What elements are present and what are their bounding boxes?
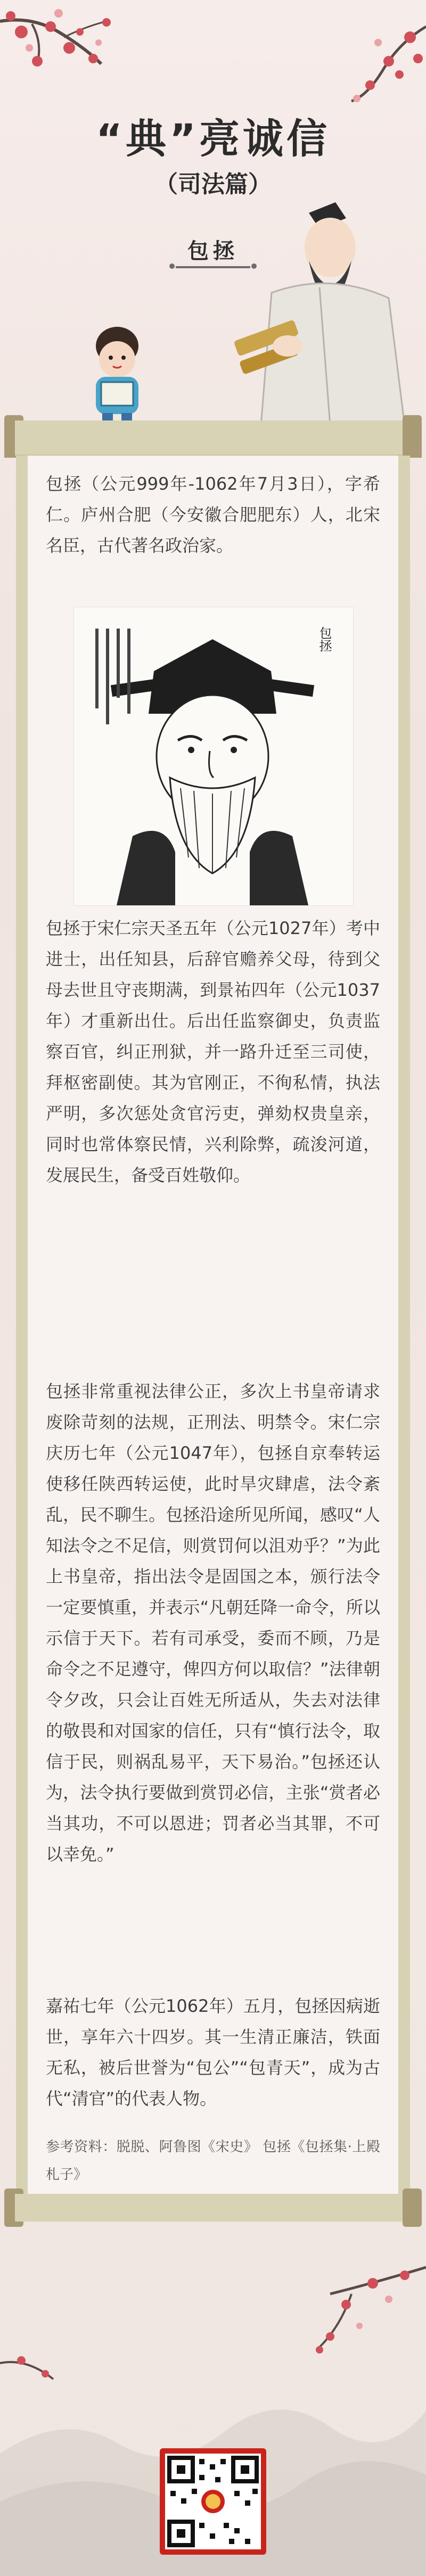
header	[0, 0, 426, 458]
underline-dot-left	[169, 263, 175, 269]
bao-zheng-portrait-icon	[74, 607, 353, 905]
scholar-illustration-icon	[229, 192, 410, 426]
scroll-bottom-bar	[15, 2194, 411, 2222]
portrait-caption: 包拯	[317, 626, 332, 652]
paragraph-law: 包拯非常重视法律公正，多次上书皇帝请求废除苛刻的法规，正刑法、明禁令。宋仁宗庆历七年（公元1047年），包拯自京奉转运使移任陕西转运使，此时旱灾肆虐，法令紊乱，民不聊生。包拯沿途所见所闻，感叹“人知法令之不足信，则赏罚何以沮劝乎？”为此上书皇帝，指出法令是固国之本，颁行法令一定要慎重，并表示“凡朝廷降一命令，所以示信于天下。若有司承受，委而不顾，乃是命令之不足遵守，俾四方何以取信？”法律朝令夕改，只会让百姓无所适从，失去对法律的敬畏和对国家的信任，只有“慎行法令，取信于民，则祸乱易平，天下易治。”包拯还认为，法令执行要做到赏罚必信，主张“赏者必当其功，不可以恩进；罚者必当其罪，不可以幸免。”	[46, 1381, 380, 1864]
page-title: “典”亮诚信	[96, 115, 330, 162]
panel-border-right	[398, 456, 410, 2196]
child-reading-illustration-icon	[64, 319, 170, 426]
scroll-cap-right	[403, 415, 422, 458]
qr-code-icon	[165, 2454, 261, 2549]
scroll-bottom-cap-right	[403, 2189, 422, 2227]
page-subtitle: （司法篇）	[154, 171, 272, 198]
paragraph-death: 嘉祐七年（公元1062年）五月，包拯因病逝世，享年六十四岁。其一生清正廉洁，铁面无私，被后世誉为“包公”“包青天”，成为古代“清官”的代表人物。	[46, 1996, 380, 2109]
paragraph-career: 包拯于宋仁宗天圣五年（公元1027年）考中进士，出任知县，后辞官赡养父母，待到父母去世且守丧期满，到景祐四年（公元1037年）才重新出仕。后出任监察御史，负责监察百官，纠正刑狱，并一路升迁至三司使，拜枢密副使。其为官刚正，不徇私情，执法严明，多次惩处贪官污吏，弹劾权贵皇亲，同时也常体察民情，兴利除弊，疏浚河道，发展民生，备受百姓敬仰。	[46, 918, 380, 1185]
qr-code[interactable]	[160, 2448, 266, 2555]
reference-note: 参考资料：脱脱、阿鲁图《宋史》 包拯《包拯集·上殿札子》	[46, 2139, 380, 2183]
scroll-top-bar	[15, 420, 411, 456]
person-name: 包拯	[187, 239, 239, 263]
qr-code-pattern	[165, 2454, 261, 2549]
plum-blossom-right-icon	[320, 11, 426, 117]
panel-border-left	[16, 456, 28, 2196]
portrait-image	[73, 607, 354, 906]
paragraph-intro: 包拯（公元999年-1062年7月3日），字希仁。庐州合肥（今安徽合肥肥东）人，北宋名臣，古代著名政治家。	[46, 474, 380, 556]
